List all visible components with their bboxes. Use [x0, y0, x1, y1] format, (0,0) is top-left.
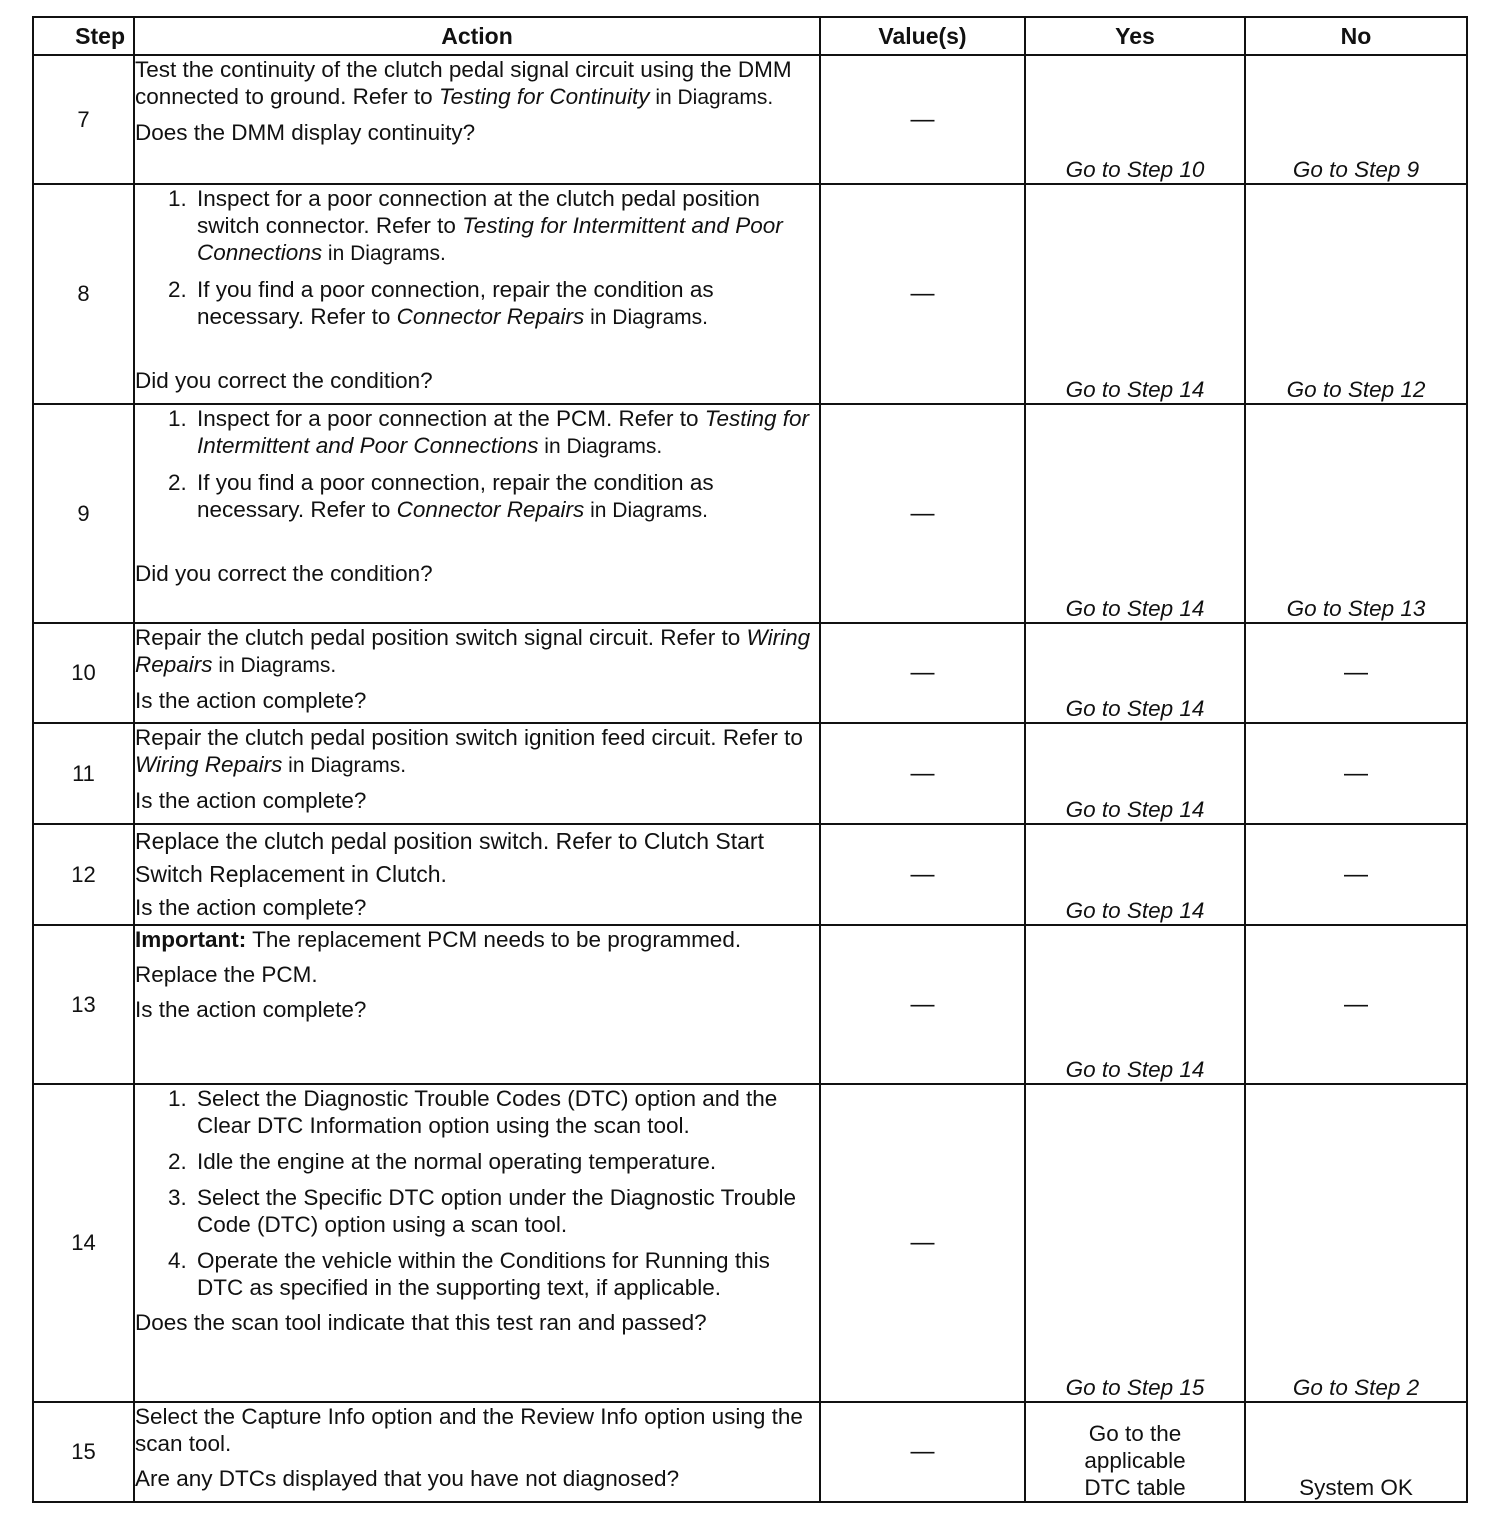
value-cell: —	[820, 1402, 1025, 1502]
header-action: Action	[134, 17, 820, 55]
step-number: 14	[33, 1084, 134, 1402]
step-number: 12	[33, 824, 134, 925]
table-row	[33, 723, 1467, 824]
list-item-text: If you find a poor connection, repair the condition as necessary. Refer to	[197, 277, 714, 329]
list-item: 3. Select the Specific DTC option under the Diagnostic Trouble Code (DTC) option using a scan tool.	[193, 1184, 819, 1238]
no-result: Go to Step 2	[1245, 1084, 1467, 1402]
action-cell	[134, 824, 820, 925]
step-number: 15	[33, 1402, 134, 1502]
action-text: Test the continuity of the clutch pedal signal circuit using the DMM connected to ground. Refer to	[135, 57, 792, 109]
no-result: System OK	[1245, 1402, 1467, 1502]
reference-title: Connector Repairs	[396, 304, 585, 329]
reference-location: in Diagrams.	[538, 435, 663, 458]
value-cell: —	[820, 925, 1025, 1084]
value-cell: —	[820, 55, 1025, 184]
list-item	[193, 405, 819, 460]
reference-title: Testing for Continuity	[438, 84, 650, 109]
important-label: Important:	[135, 927, 247, 952]
yes-result-line: DTC table	[1084, 1475, 1186, 1500]
action-paragraph	[135, 624, 819, 679]
reference-location: in Diagrams.	[282, 754, 407, 777]
action-question: Does the DMM display continuity?	[135, 120, 476, 145]
reference-location: in Diagrams.	[584, 499, 708, 522]
list-item	[193, 469, 819, 524]
yes-result: Go to Step 15	[1025, 1084, 1245, 1402]
value-cell: —	[820, 623, 1025, 723]
table-row	[33, 1402, 1467, 1502]
table-row	[33, 55, 1467, 184]
table-row	[33, 824, 1467, 925]
action-cell	[134, 623, 820, 723]
yes-result-line: applicable	[1084, 1448, 1186, 1473]
diagnostic-table	[32, 16, 1468, 1503]
no-result: Go to Step 9	[1245, 55, 1467, 184]
no-result: —	[1245, 623, 1467, 723]
step-number: 9	[33, 404, 134, 623]
no-result: Go to Step 13	[1245, 404, 1467, 623]
list-item	[193, 185, 819, 267]
action-question: Is the action complete?	[135, 997, 367, 1022]
reference-location: in Diagrams.	[212, 654, 337, 677]
action-cell	[134, 55, 820, 184]
reference-title: Connector Repairs	[396, 497, 585, 522]
header-no: No	[1245, 17, 1467, 55]
yes-result: Go to Step 14	[1025, 723, 1245, 824]
action-question: Is the action complete?	[135, 788, 367, 813]
step-number: 7	[33, 55, 134, 184]
step-number: 8	[33, 184, 134, 404]
yes-result: Go to Step 14	[1025, 404, 1245, 623]
header-row	[33, 17, 1467, 55]
value-cell: —	[820, 1084, 1025, 1402]
step-number: 11	[33, 723, 134, 824]
action-paragraph: Replace the clutch pedal position switch. Refer to Clutch Start Switch Replacement in Clutch.	[135, 828, 764, 887]
yes-result: Go to Step 14	[1025, 623, 1245, 723]
yes-result: Go to Step 10	[1025, 55, 1245, 184]
action-list	[135, 185, 819, 331]
reference-title: Wiring Repairs	[135, 752, 283, 777]
action-cell	[134, 404, 820, 623]
list-item-text: Inspect for a poor connection at the clutch pedal position switch connector. Refer to	[197, 186, 760, 238]
yes-result: Go to Step 14	[1025, 824, 1245, 925]
list-item: 2. Idle the engine at the normal operating temperature.	[193, 1148, 819, 1175]
yes-result: Go to Step 14	[1025, 925, 1245, 1084]
action-paragraph: Replace the PCM.	[135, 962, 318, 987]
action-text: Repair the clutch pedal position switch ignition feed circuit. Refer to	[135, 725, 803, 750]
action-paragraph	[135, 56, 819, 111]
list-item-text: If you find a poor connection, repair the condition as necessary. Refer to	[197, 470, 714, 522]
list-item: 4. Operate the vehicle within the Conditions for Running this DTC as specified in the supporting text, if applicable.	[193, 1247, 819, 1301]
table-row	[33, 1084, 1467, 1402]
action-cell	[134, 1084, 820, 1402]
action-paragraph	[135, 724, 819, 779]
step-number: 10	[33, 623, 134, 723]
important-note	[135, 926, 819, 953]
reference-title: Testing for Intermittent and Poor Connections	[197, 213, 783, 265]
action-cell	[134, 925, 820, 1084]
action-question: Does the scan tool indicate that this test ran and passed?	[135, 1310, 707, 1335]
table-row	[33, 925, 1467, 1084]
header-yes: Yes	[1025, 17, 1245, 55]
value-cell: —	[820, 824, 1025, 925]
action-question: Is the action complete?	[135, 688, 367, 713]
no-result: —	[1245, 723, 1467, 824]
action-cell	[134, 1402, 820, 1502]
value-cell: —	[820, 723, 1025, 824]
reference-title: Testing for Intermittent and Poor Connections	[197, 406, 810, 458]
no-result: —	[1245, 925, 1467, 1084]
no-result: —	[1245, 824, 1467, 925]
reference-location: in Diagrams.	[322, 242, 446, 265]
table-row	[33, 623, 1467, 723]
list-item	[193, 276, 819, 331]
action-list	[135, 405, 819, 524]
table-row	[33, 184, 1467, 404]
yes-result-line: Go to the	[1088, 1421, 1182, 1446]
value-cell: —	[820, 404, 1025, 623]
important-text: The replacement PCM needs to be programmed.	[246, 927, 742, 952]
header-values: Value(s)	[820, 17, 1025, 55]
reference-location: in Diagrams.	[584, 306, 708, 329]
action-question: Did you correct the condition?	[135, 368, 433, 393]
no-result: Go to Step 12	[1245, 184, 1467, 404]
action-cell	[134, 723, 820, 824]
yes-result: Go to Step 14	[1025, 184, 1245, 404]
action-text: Repair the clutch pedal position switch signal circuit. Refer to	[135, 625, 747, 650]
action-cell	[134, 184, 820, 404]
step-number: 13	[33, 925, 134, 1084]
value-cell: —	[820, 184, 1025, 404]
list-item: 1. Select the Diagnostic Trouble Codes (DTC) option and the Clear DTC Information option using the scan tool.	[193, 1085, 819, 1139]
list-item-text: Inspect for a poor connection at the PCM. Refer to	[197, 406, 705, 431]
action-list	[135, 1085, 819, 1301]
yes-result	[1025, 1402, 1245, 1502]
action-question: Did you correct the condition?	[135, 561, 433, 586]
action-paragraph: Select the Capture Info option and the Review Info option using the scan tool.	[135, 1404, 803, 1456]
reference-location: in Diagrams.	[649, 86, 774, 109]
reference-title: Wiring Repairs	[135, 625, 811, 677]
table-row	[33, 404, 1467, 623]
action-question: Is the action complete?	[135, 895, 367, 920]
header-step: Step	[33, 17, 134, 55]
action-question: Are any DTCs displayed that you have not diagnosed?	[135, 1466, 680, 1491]
